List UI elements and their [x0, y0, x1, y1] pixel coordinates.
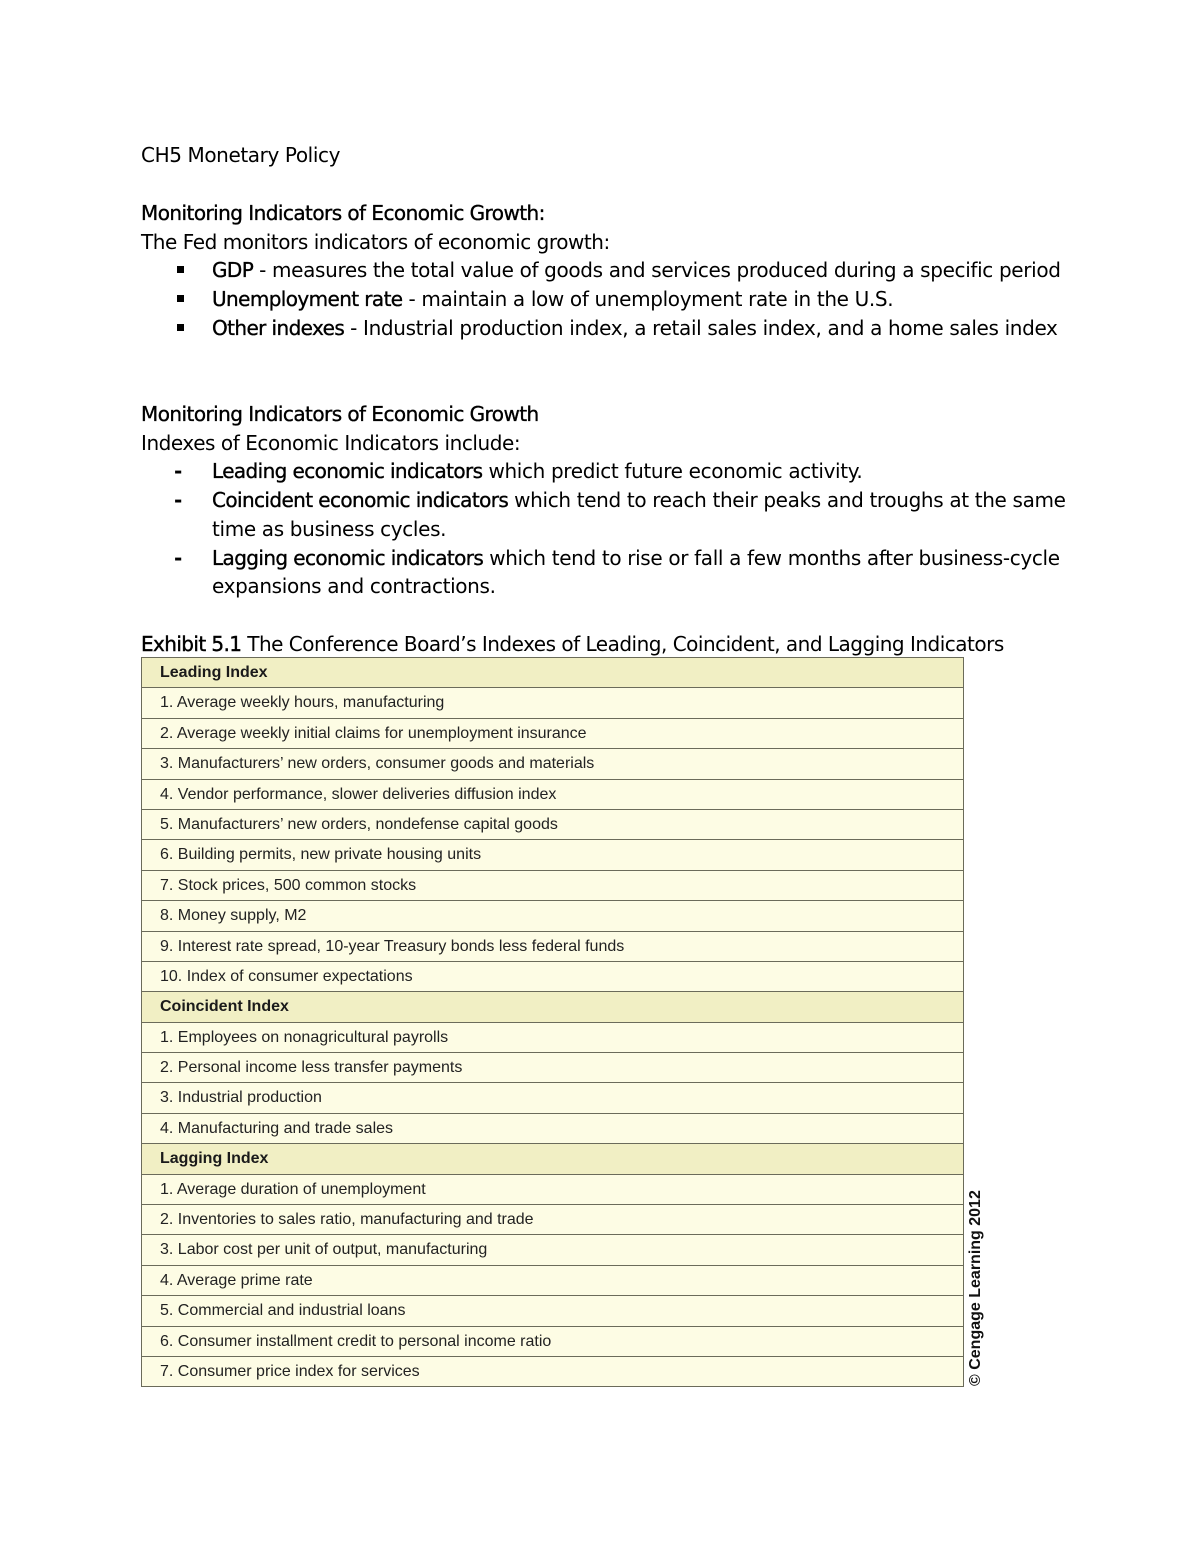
- list-item-description: - maintain a low of unemployment rate in the U.S.: [402, 287, 894, 312]
- table-row: 8. Money supply, M2: [142, 900, 963, 930]
- square-bullet-icon: [177, 266, 184, 273]
- table-group-header-leading: Leading Index: [142, 658, 963, 687]
- list-item-leading: [141, 457, 1071, 486]
- section-intro: The Fed monitors indicators of economic growth:: [141, 229, 610, 254]
- square-bullet-icon: [177, 295, 184, 302]
- table-row: 5. Manufacturers’ new orders, nondefense capital goods: [142, 809, 963, 839]
- list-item-term: GDP: [212, 258, 254, 283]
- table-row: 3. Labor cost per unit of output, manufacturing: [142, 1234, 963, 1264]
- list-item-description: - measures the total value of goods and services produced during a specific period: [253, 258, 1061, 283]
- table-group-header-lagging: Lagging Index: [142, 1143, 963, 1173]
- table-row: 4. Vendor performance, slower deliveries diffusion index: [142, 779, 963, 809]
- square-bullet-icon: [177, 324, 184, 331]
- dash-bullet-icon: -: [174, 488, 182, 513]
- indicator-table: [141, 657, 964, 1387]
- table-row: 10. Index of consumer expectations: [142, 961, 963, 991]
- list-item-term: Other indexes: [212, 315, 345, 340]
- table-row: 3. Manufacturers’ new orders, consumer goods and materials: [142, 748, 963, 778]
- list-item-term: Coincident economic indicators: [212, 488, 509, 513]
- table-row: 6. Building permits, new private housing units: [142, 839, 963, 869]
- exhibit-caption-text: The Conference Board’s Indexes of Leading, Coincident, and Lagging Indicators: [241, 632, 1004, 656]
- bullet-list: [141, 256, 1071, 342]
- list-item-term: Leading economic indicators: [212, 459, 483, 484]
- table-row: 5. Commercial and industrial loans: [142, 1295, 963, 1325]
- table-row: 4. Manufacturing and trade sales: [142, 1113, 963, 1143]
- table-row: 4. Average prime rate: [142, 1265, 963, 1295]
- table-row: 2. Average weekly initial claims for unemployment insurance: [142, 718, 963, 748]
- list-item-unemployment-rate: [141, 285, 1071, 314]
- list-item-coincident: [141, 486, 1071, 543]
- table-row: 1. Average duration of unemployment: [142, 1174, 963, 1204]
- copyright-credit: © Cengage Learning 2012: [967, 1190, 984, 1386]
- table-row: 1. Employees on nonagricultural payrolls: [142, 1022, 963, 1052]
- table-row: 2. Personal income less transfer payments: [142, 1052, 963, 1082]
- table-row: 2. Inventories to sales ratio, manufacturing and trade: [142, 1204, 963, 1234]
- table-row: 3. Industrial production: [142, 1082, 963, 1112]
- page-title: CH5 Monetary Policy: [141, 143, 341, 167]
- dash-bullet-icon: -: [174, 545, 182, 570]
- list-item-lagging: [141, 544, 1071, 601]
- table-row: 7. Stock prices, 500 common stocks: [142, 870, 963, 900]
- section-indexes-of-indicators: [141, 400, 1071, 601]
- section-economic-growth-indicators: [141, 199, 1071, 343]
- section-heading: Monitoring Indicators of Economic Growth:: [141, 201, 545, 225]
- table-row: 6. Consumer installment credit to personal income ratio: [142, 1326, 963, 1356]
- list-item-gdp: [141, 256, 1071, 285]
- table-row: 9. Interest rate spread, 10-year Treasury bonds less federal funds: [142, 931, 963, 961]
- exhibit-label: Exhibit 5.1: [141, 632, 242, 656]
- list-item-description: which tend to rise or fall a few months after business-cycle expansions and contractions.: [212, 545, 1060, 599]
- list-item-description: - Industrial production index, a retail sales index, and a home sales index: [344, 315, 1058, 340]
- section-heading: Monitoring Indicators of Economic Growth: [141, 402, 539, 426]
- list-item-term: Lagging economic indicators: [212, 545, 484, 570]
- table-group-header-coincident: Coincident Index: [142, 991, 963, 1021]
- exhibit-caption: [141, 630, 1141, 658]
- dash-list: [141, 457, 1071, 601]
- list-item-description: which predict future economic activity.: [482, 459, 863, 484]
- list-item-description: which tend to reach their peaks and troughs at the same time as business cycles.: [212, 488, 1066, 541]
- list-item-other-indexes: [141, 314, 1071, 343]
- table-row: 1. Average weekly hours, manufacturing: [142, 687, 963, 717]
- section-intro: Indexes of Economic Indicators include:: [141, 430, 521, 455]
- dash-bullet-icon: -: [174, 459, 182, 484]
- table-row: 7. Consumer price index for services: [142, 1356, 963, 1386]
- list-item-term: Unemployment rate: [212, 287, 403, 312]
